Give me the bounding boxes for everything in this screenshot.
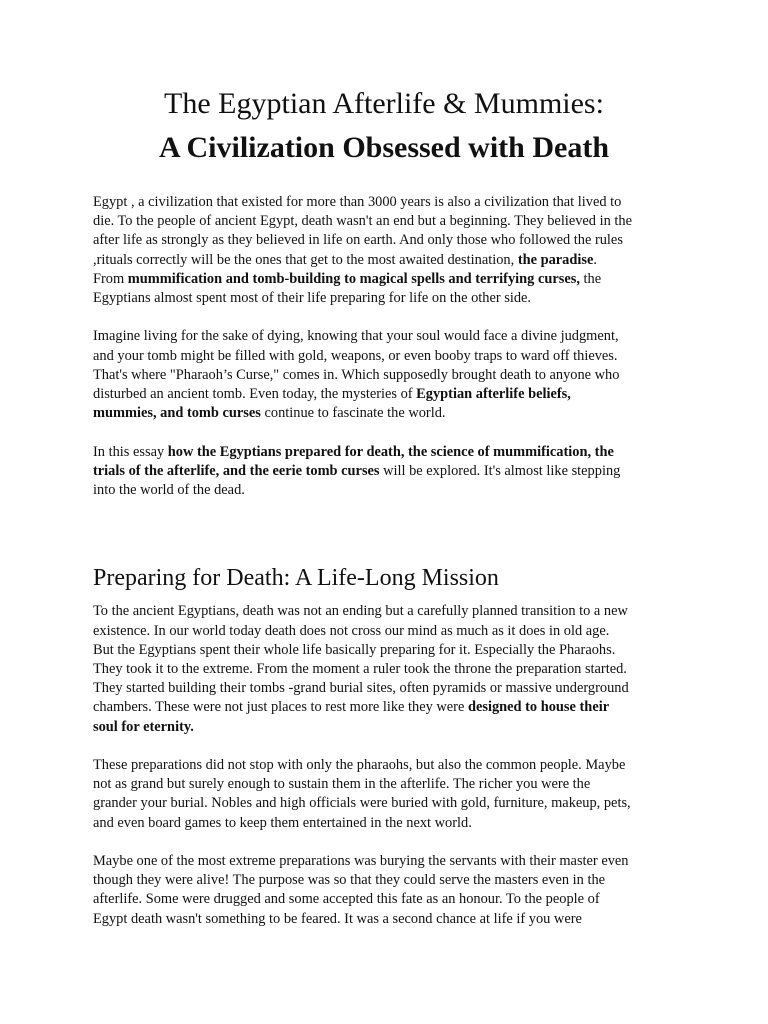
intro-paragraph-1 [93,193,675,308]
text-line [93,462,675,481]
text-line [93,385,675,404]
text-line: They took it to the extreme. From the moment a ruler took the throne the preparation started. [93,661,627,678]
text-line [93,251,675,270]
bold-text: trials of the afterlife, and the eerie tomb curses [93,462,380,479]
text-line: not as grand but surely enough to sustain them in the afterlife. The richer you were the [93,776,591,793]
text-line: existence. In our world today death does not cross our mind as much as it does in old age. [93,622,610,639]
text-line: afterlife. Some were drugged and some accepted this fate as an honour. To the people of [93,891,600,908]
text-line: Imagine living for the sake of dying, knowing that your soul would face a divine judgment, [93,328,619,345]
section-paragraph-1 [93,602,675,736]
text-run: continue to fascinate the world. [260,405,446,422]
text-run: will be explored. It's almost like stepping [379,462,621,479]
bold-text: soul for eternity. [93,718,194,735]
bold-text: designed to house their [467,699,610,716]
text-line: Maybe one of the most extreme preparations was burying the servants with their master even [93,853,629,870]
title-block [93,85,675,167]
text-line: though they were alive! The purpose was so that they could serve the masters even in the [93,872,606,889]
text-run: In this essay [93,443,168,460]
bold-text: how the Egyptians prepared for death, the science of mummification, the [167,443,614,460]
text-run: From [93,270,128,287]
section-paragraph-2 [93,756,675,833]
text-run: ,rituals correctly will be the ones that get to the most awaited destination, [93,251,518,268]
text-line: and even board games to keep them entertained in the next world. [93,814,472,831]
intro-paragraph-3 [93,443,675,501]
bold-text: the paradise [517,251,594,268]
bold-text: mummies, and tomb curses [93,405,261,422]
text-line: But the Egyptians spent their whole life basically preparing for it. Especially the Pharaohs. [93,641,616,658]
text-run: disturbed an ancient tomb. Even today, the mysteries of [93,386,417,403]
text-line [93,443,675,462]
section-heading: Preparing for Death: A Life-Long Mission [93,565,499,592]
section-paragraph-3 [93,852,675,929]
text-run: chambers. These were not just places to rest more like they were [93,699,468,716]
page-title: The Egyptian Afterlife & Mummies: [164,87,604,120]
text-line: These preparations did not stop with only the pharaohs, but also the common people. Maybe [93,757,626,774]
text-line: grander your burial. Nobles and high officials were buried with gold, furniture, makeup, pets, [93,795,631,812]
text-line: To the ancient Egyptians, death was not an ending but a carefully planned transition to a new [93,603,628,620]
document-page [93,85,675,948]
text-line: and your tomb might be filled with gold, weapons, or even booby traps to ward off thieves. [93,347,618,364]
text-line: after life as strongly as they believed in life on earth. And only those who followed the rules [93,232,623,249]
bold-text: Egyptian afterlife beliefs, [416,386,571,403]
text-line [93,404,675,423]
intro-paragraph-2 [93,327,675,423]
text-run: . [593,251,597,268]
text-line [93,698,675,717]
text-line: die. To the people of ancient Egypt, death wasn't an end but a beginning. They believed in the [93,213,632,230]
section-spacer [93,519,675,563]
bold-text: mummification and tomb-building to magical spells and terrifying curses, [127,270,580,287]
text-line: They started building their tombs -grand burial sites, often pyramids or massive underground [93,680,629,697]
page-subtitle: A Civilization Obsessed with Death [158,131,610,164]
text-line: That's where "Pharaoh’s Curse," comes in. Which supposedly brought death to anyone who [93,366,620,383]
text-line [93,718,675,737]
text-line [93,270,675,289]
text-run: the [579,270,602,287]
text-line: Egyptians almost spent most of their life preparing for life on the other side. [93,290,532,307]
text-line: Egypt , a civilization that existed for more than 3000 years is also a civilization that lived to [93,194,622,210]
text-line: Egypt death wasn't something to be feared. It was a second chance at life if you were [93,910,582,927]
text-line: into the world of the dead. [93,482,245,499]
